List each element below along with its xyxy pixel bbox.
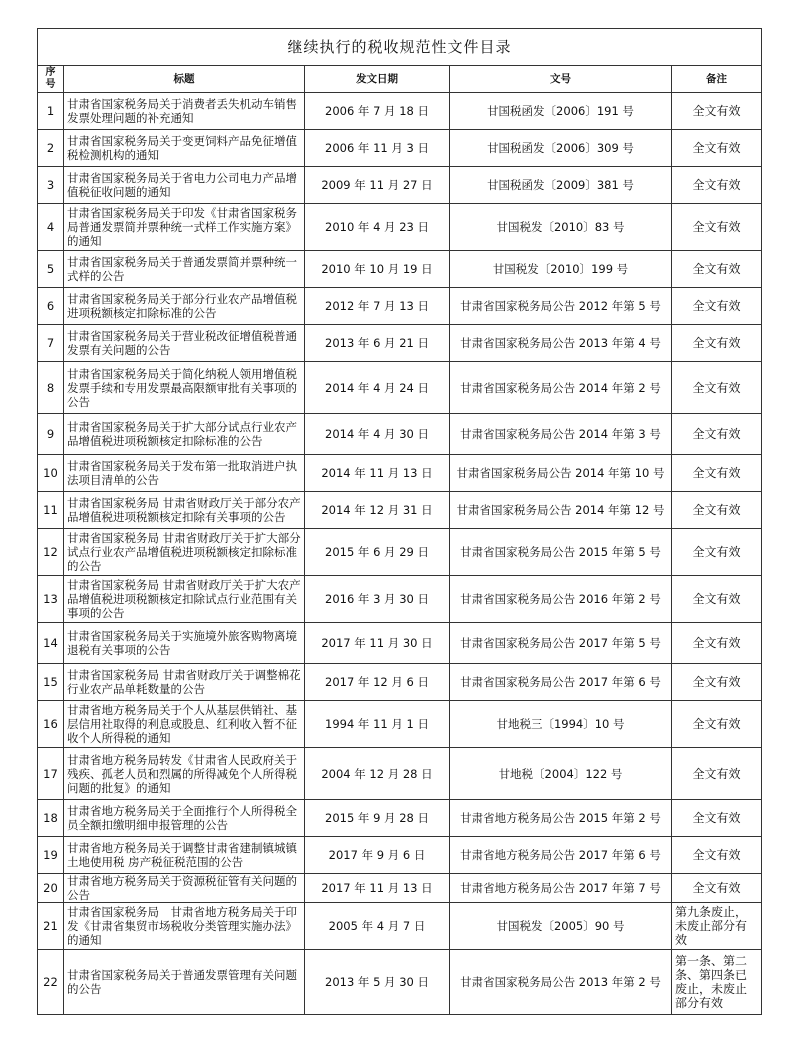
row-remark: 全文有效 bbox=[672, 874, 762, 903]
row-date: 2014 年 4 月 24 日 bbox=[305, 362, 450, 414]
row-date: 2017 年 11 月 13 日 bbox=[305, 874, 450, 903]
table-row bbox=[38, 576, 762, 623]
table-row bbox=[38, 325, 762, 362]
row-date: 2006 年 7 月 18 日 bbox=[305, 93, 450, 130]
row-remark: 全文有效 bbox=[672, 800, 762, 837]
table-row bbox=[38, 288, 762, 325]
row-number: 9 bbox=[38, 414, 64, 455]
row-number: 6 bbox=[38, 288, 64, 325]
row-doc-number: 甘地税三〔1994〕10 号 bbox=[450, 701, 672, 748]
row-remark: 全文有效 bbox=[672, 204, 762, 251]
row-date: 2017 年 12 月 6 日 bbox=[305, 664, 450, 701]
row-remark: 全文有效 bbox=[672, 576, 762, 623]
row-doc-number: 甘国税发〔2005〕90 号 bbox=[450, 903, 672, 950]
row-title: 甘肃省国家税务局 甘肃省财政厅关于部分农产品增值税进项税额核定扣除有关事项的公告 bbox=[64, 492, 305, 529]
row-doc-number: 甘肃省国家税务局公告 2017 年第 5 号 bbox=[450, 623, 672, 664]
row-doc-number: 甘国税函发〔2006〕191 号 bbox=[450, 93, 672, 130]
row-title: 甘肃省国家税务局关于变更饲料产品免征增值税检测机构的通知 bbox=[64, 130, 305, 167]
header-remark: 备注 bbox=[672, 66, 762, 93]
row-number: 16 bbox=[38, 701, 64, 748]
row-doc-number: 甘肃省国家税务局公告 2014 年第 10 号 bbox=[450, 455, 672, 492]
row-remark: 全文有效 bbox=[672, 362, 762, 414]
table-row bbox=[38, 130, 762, 167]
row-doc-number: 甘肃省国家税务局公告 2014 年第 3 号 bbox=[450, 414, 672, 455]
header-row bbox=[38, 66, 762, 93]
row-title: 甘肃省国家税务局关于部分行业农产品增值税进项税额核定扣除标准的公告 bbox=[64, 288, 305, 325]
row-date: 2015 年 6 月 29 日 bbox=[305, 529, 450, 576]
row-doc-number: 甘肃省地方税务局公告 2017 年第 7 号 bbox=[450, 874, 672, 903]
row-doc-number: 甘肃省国家税务局公告 2013 年第 4 号 bbox=[450, 325, 672, 362]
row-doc-number: 甘肃省国家税务局公告 2016 年第 2 号 bbox=[450, 576, 672, 623]
row-title: 甘肃省国家税务局 甘肃省财政厅关于调整棉花行业农产品单耗数量的公告 bbox=[64, 664, 305, 701]
row-title: 甘肃省国家税务局关于发布第一批取消进户执法项目清单的公告 bbox=[64, 455, 305, 492]
row-remark: 第九条废止，未废止部分有效 bbox=[672, 903, 762, 950]
row-number: 22 bbox=[38, 950, 64, 1015]
row-remark: 全文有效 bbox=[672, 288, 762, 325]
row-title: 甘肃省国家税务局关于普通发票简并票种统一式样的公告 bbox=[64, 251, 305, 288]
row-number: 3 bbox=[38, 167, 64, 204]
row-date: 2015 年 9 月 28 日 bbox=[305, 800, 450, 837]
row-remark: 全文有效 bbox=[672, 837, 762, 874]
row-number: 11 bbox=[38, 492, 64, 529]
row-number: 12 bbox=[38, 529, 64, 576]
row-date: 2006 年 11 月 3 日 bbox=[305, 130, 450, 167]
row-date: 2017 年 11 月 30 日 bbox=[305, 623, 450, 664]
row-date: 2014 年 4 月 30 日 bbox=[305, 414, 450, 455]
row-remark: 全文有效 bbox=[672, 251, 762, 288]
row-number: 13 bbox=[38, 576, 64, 623]
row-doc-number: 甘国税发〔2010〕83 号 bbox=[450, 204, 672, 251]
table-body bbox=[38, 93, 762, 1015]
row-date: 2013 年 6 月 21 日 bbox=[305, 325, 450, 362]
row-date: 2013 年 5 月 30 日 bbox=[305, 950, 450, 1015]
row-title: 甘肃省国家税务局关于实施境外旅客购物离境退税有关事项的公告 bbox=[64, 623, 305, 664]
row-number: 1 bbox=[38, 93, 64, 130]
table-row bbox=[38, 664, 762, 701]
row-title: 甘肃省国家税务局关于消费者丢失机动车销售发票处理问题的补充通知 bbox=[64, 93, 305, 130]
row-date: 2010 年 10 月 19 日 bbox=[305, 251, 450, 288]
row-date: 2014 年 11 月 13 日 bbox=[305, 455, 450, 492]
row-title: 甘肃省国家税务局关于普通发票管理有关问题的公告 bbox=[64, 950, 305, 1015]
table-row bbox=[38, 950, 762, 1015]
regulation-table bbox=[37, 28, 762, 1015]
row-title: 甘肃省国家税务局关于营业税改征增值税普通发票有关问题的公告 bbox=[64, 325, 305, 362]
row-number: 5 bbox=[38, 251, 64, 288]
row-remark: 全文有效 bbox=[672, 93, 762, 130]
table-row bbox=[38, 748, 762, 800]
row-number: 21 bbox=[38, 903, 64, 950]
row-date: 2014 年 12 月 31 日 bbox=[305, 492, 450, 529]
row-remark: 全文有效 bbox=[672, 130, 762, 167]
row-date: 2017 年 9 月 6 日 bbox=[305, 837, 450, 874]
row-date: 1994 年 11 月 1 日 bbox=[305, 701, 450, 748]
header-no: 序号 bbox=[38, 66, 64, 93]
row-number: 18 bbox=[38, 800, 64, 837]
header-doc-no: 文号 bbox=[450, 66, 672, 93]
header-title: 标题 bbox=[64, 66, 305, 93]
row-number: 15 bbox=[38, 664, 64, 701]
row-title: 甘肃省国家税务局关于省电力公司电力产品增值税征收问题的通知 bbox=[64, 167, 305, 204]
row-number: 4 bbox=[38, 204, 64, 251]
header-date: 发文日期 bbox=[305, 66, 450, 93]
row-doc-number: 甘地税〔2004〕122 号 bbox=[450, 748, 672, 800]
row-date: 2004 年 12 月 28 日 bbox=[305, 748, 450, 800]
row-remark: 全文有效 bbox=[672, 529, 762, 576]
row-date: 2016 年 3 月 30 日 bbox=[305, 576, 450, 623]
row-remark: 全文有效 bbox=[672, 492, 762, 529]
table-row bbox=[38, 623, 762, 664]
table-row bbox=[38, 455, 762, 492]
table-row bbox=[38, 903, 762, 950]
row-doc-number: 甘肃省国家税务局公告 2013 年第 2 号 bbox=[450, 950, 672, 1015]
row-title: 甘肃省国家税务局关于扩大部分试点行业农产品增值税进项税额核定扣除标准的公告 bbox=[64, 414, 305, 455]
row-doc-number: 甘肃省国家税务局公告 2017 年第 6 号 bbox=[450, 664, 672, 701]
row-doc-number: 甘国税函发〔2006〕309 号 bbox=[450, 130, 672, 167]
table-row bbox=[38, 251, 762, 288]
row-remark: 全文有效 bbox=[672, 325, 762, 362]
table-row bbox=[38, 204, 762, 251]
row-remark: 全文有效 bbox=[672, 167, 762, 204]
row-title: 甘肃省地方税务局关于个人从基层供销社、基层信用社取得的利息或股息、红利收入暂不征收个人所得税的通知 bbox=[64, 701, 305, 748]
row-number: 20 bbox=[38, 874, 64, 903]
table-row bbox=[38, 874, 762, 903]
table-row bbox=[38, 167, 762, 204]
row-remark: 全文有效 bbox=[672, 748, 762, 800]
row-remark: 全文有效 bbox=[672, 414, 762, 455]
row-date: 2012 年 7 月 13 日 bbox=[305, 288, 450, 325]
row-date: 2005 年 4 月 7 日 bbox=[305, 903, 450, 950]
table-row bbox=[38, 800, 762, 837]
row-remark: 全文有效 bbox=[672, 623, 762, 664]
row-doc-number: 甘肃省国家税务局公告 2015 年第 5 号 bbox=[450, 529, 672, 576]
row-title: 甘肃省地方税务局转发《甘肃省人民政府关于残疾、孤老人员和烈属的所得减免个人所得税问题的批复》的通知 bbox=[64, 748, 305, 800]
table-row bbox=[38, 414, 762, 455]
table-row bbox=[38, 837, 762, 874]
row-title: 甘肃省国家税务局 甘肃省财政厅关于扩大农产品增值税进项税额核定扣除试点行业范围有关事项的公告 bbox=[64, 576, 305, 623]
row-doc-number: 甘肃省国家税务局公告 2014 年第 2 号 bbox=[450, 362, 672, 414]
row-number: 14 bbox=[38, 623, 64, 664]
document bbox=[37, 28, 761, 1015]
table-row bbox=[38, 529, 762, 576]
row-title: 甘肃省地方税务局关于调整甘肃省建制镇城镇土地使用税 房产税征税范围的公告 bbox=[64, 837, 305, 874]
row-doc-number: 甘肃省国家税务局公告 2012 年第 5 号 bbox=[450, 288, 672, 325]
row-title: 甘肃省国家税务局关于简化纳税人领用增值税发票手续和专用发票最高限额审批有关事项的公告 bbox=[64, 362, 305, 414]
row-remark: 全文有效 bbox=[672, 664, 762, 701]
row-title: 甘肃省地方税务局关于资源税征管有关问题的公告 bbox=[64, 874, 305, 903]
row-title: 甘肃省国家税务局关于印发《甘肃省国家税务局普通发票简并票种统一式样工作实施方案》的通知 bbox=[64, 204, 305, 251]
row-number: 10 bbox=[38, 455, 64, 492]
row-title: 甘肃省国家税务局 甘肃省财政厅关于扩大部分试点行业农产品增值税进项税额核定扣除标准的公告 bbox=[64, 529, 305, 576]
row-doc-number: 甘肃省国家税务局公告 2014 年第 12 号 bbox=[450, 492, 672, 529]
table-title: 继续执行的税收规范性文件目录 bbox=[38, 29, 762, 66]
row-doc-number: 甘国税发〔2010〕199 号 bbox=[450, 251, 672, 288]
row-number: 2 bbox=[38, 130, 64, 167]
row-title: 甘肃省地方税务局关于全面推行个人所得税全员全额扣缴明细申报管理的公告 bbox=[64, 800, 305, 837]
row-doc-number: 甘肃省地方税务局公告 2015 年第 2 号 bbox=[450, 800, 672, 837]
table-row bbox=[38, 492, 762, 529]
row-date: 2009 年 11 月 27 日 bbox=[305, 167, 450, 204]
table-row bbox=[38, 93, 762, 130]
row-number: 8 bbox=[38, 362, 64, 414]
row-number: 17 bbox=[38, 748, 64, 800]
row-title: 甘肃省国家税务局 甘肃省地方税务局关于印发《甘肃省集贸市场税收分类管理实施办法》的通知 bbox=[64, 903, 305, 950]
row-doc-number: 甘国税函发〔2009〕381 号 bbox=[450, 167, 672, 204]
row-number: 7 bbox=[38, 325, 64, 362]
row-date: 2010 年 4 月 23 日 bbox=[305, 204, 450, 251]
table-row bbox=[38, 701, 762, 748]
table-row bbox=[38, 362, 762, 414]
row-number: 19 bbox=[38, 837, 64, 874]
row-remark: 第一条、第二条、第四条已废止，未废止部分有效 bbox=[672, 950, 762, 1015]
row-doc-number: 甘肃省地方税务局公告 2017 年第 6 号 bbox=[450, 837, 672, 874]
row-remark: 全文有效 bbox=[672, 701, 762, 748]
row-remark: 全文有效 bbox=[672, 455, 762, 492]
